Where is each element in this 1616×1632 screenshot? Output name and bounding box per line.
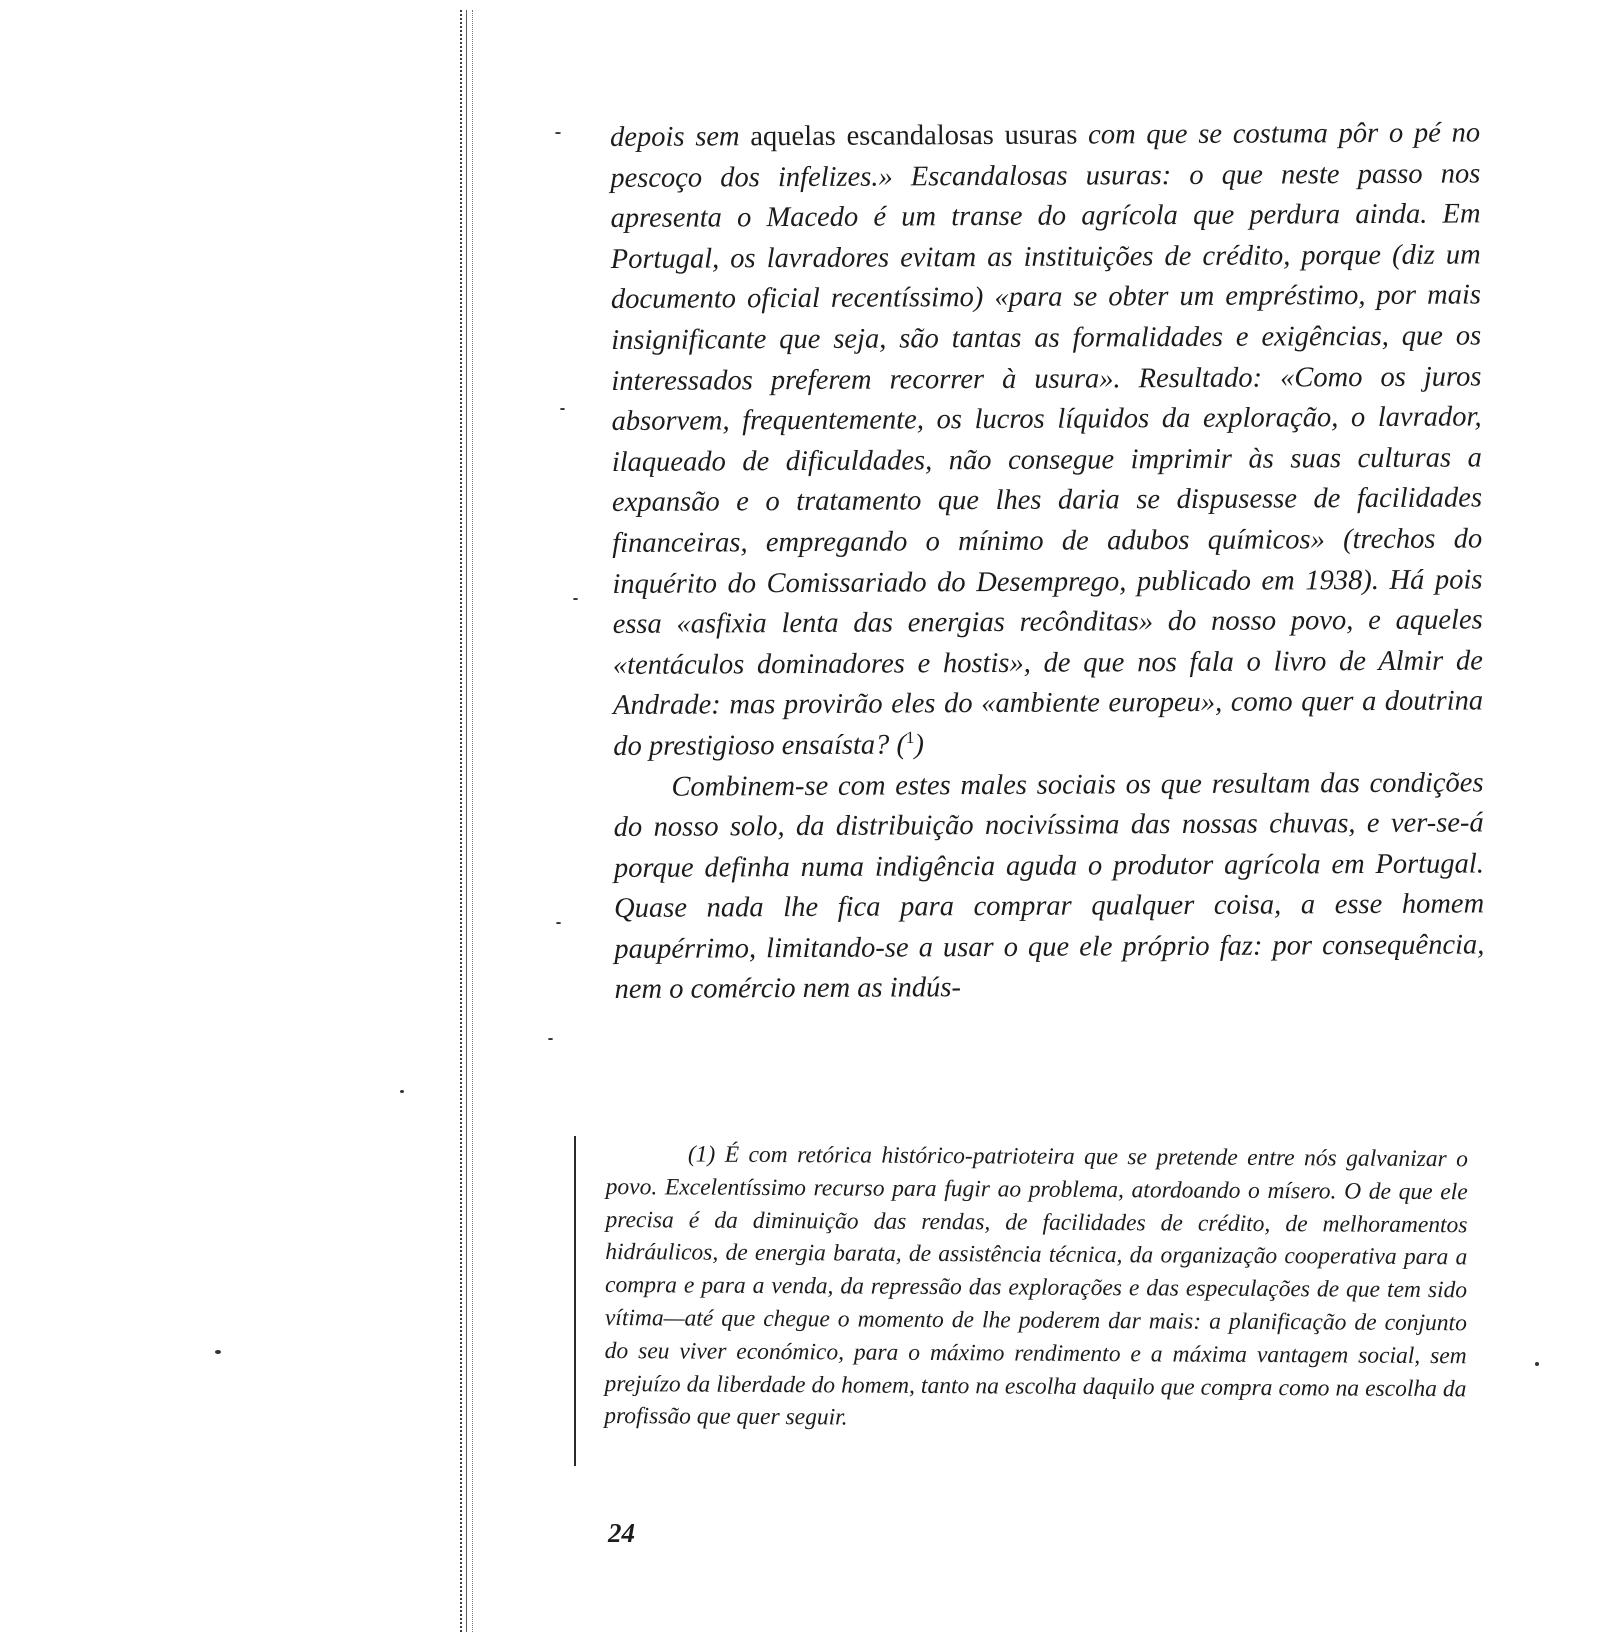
footnote-margin-rule [574, 1136, 576, 1466]
footnote-marker: (1) [687, 1141, 716, 1168]
scan-speck [1535, 1362, 1539, 1366]
footnote-reference[interactable]: 1 [905, 727, 915, 747]
page-body [610, 117, 1485, 1011]
binding-shadow-line [466, 10, 467, 1632]
binding-shadow-line [472, 10, 473, 1632]
roman-phrase: aquelas escandalosas usuras [750, 119, 1078, 153]
footnote-text: É com retórica histórico-patrioteira que se pretende entre nós galvanizar o povo. Excelentíssimo recurso para fugir ao problema, atordoando o mísero. O de que ele precisa é da diminuição das rendas, de facilidades de crédito, de melhoramentos hidráulicos, de energia barata, de assistência técnica, da organização cooperativa para a compra e para a venda, da repressão das explorações e das especulações de que tem sido vítima—até que chegue o momento de lhe poderem dar mais: a planificação de conjunto do seu viver económico, para o máximo rendimento e a máxima vantagem social, sem prejuízo da liberdade do homem, tanto na escolha daquilo que compra como na escolha da profissão que quer seguir. [604, 1141, 1468, 1431]
paragraph-close: ) [914, 729, 925, 761]
scan-speck [560, 408, 565, 410]
footnote [604, 1138, 1468, 1438]
page-number: 24 [608, 1518, 635, 1548]
scan-speck [548, 1038, 553, 1040]
scan-speck [556, 922, 561, 924]
scan-speck [573, 598, 578, 600]
paragraph-text: com que se costuma pôr o pé no pescoço dos infelizes.» Escandalosas usuras: o que neste passo nos apresenta o Macedo é um transe do agrícola que perdura ainda. Em Portugal, os lavradores evitam as instituições de crédito, porque (diz um documento oficial recentíssimo) «para se obter um empréstimo, por mais insignificante que seja, são tantas as formalidades e exigências, que os interessados preferem recorrer à usura». Resultado: «Como os juros absorvem, frequentemente, os lucros líquidos da exploração, o lavrador, ilaqueado de dificuldades, não consegue imprimir às suas culturas a expansão e o tratamento que lhes daria se dispusesse de facilidades financeiras, empregando o mínimo de adubos químicos» (trechos do inquérito do Comissariado do Desemprego, publicado em 1938). Há pois essa «asfixia lenta das energias recônditas» do nosso povo, e aqueles «tentáculos dominadores e hostis», de que nos fala o livro de Almir de Andrade: mas provirão eles do «ambiente europeu», como quer a doutrina do prestigioso ensaísta? ( [610, 117, 1484, 762]
main-text [610, 113, 1485, 1011]
scan-speck [400, 1090, 404, 1093]
scan-speck [215, 1350, 221, 1354]
paragraph: Combinem-se com estes males sociais os que resultam das condições do nosso solo, da distribuição nocivíssima das nossas chuvas, e ver-se-á porque definha numa indigência aguda o produtor agrícola em Portugal. Quase nada lhe fica para comprar qualquer coisa, a esse homem paupérrimo, limitando-se a usar o que ele próprio faz: por consequência, nem o comércio nem as indús- [613, 766, 1485, 1006]
paragraph [610, 113, 1483, 767]
binding-shadow-line [460, 10, 462, 1632]
paragraph-intro: depois sem [610, 121, 751, 153]
scan-speck [555, 132, 561, 134]
scanned-binding-edge [452, 10, 492, 1632]
